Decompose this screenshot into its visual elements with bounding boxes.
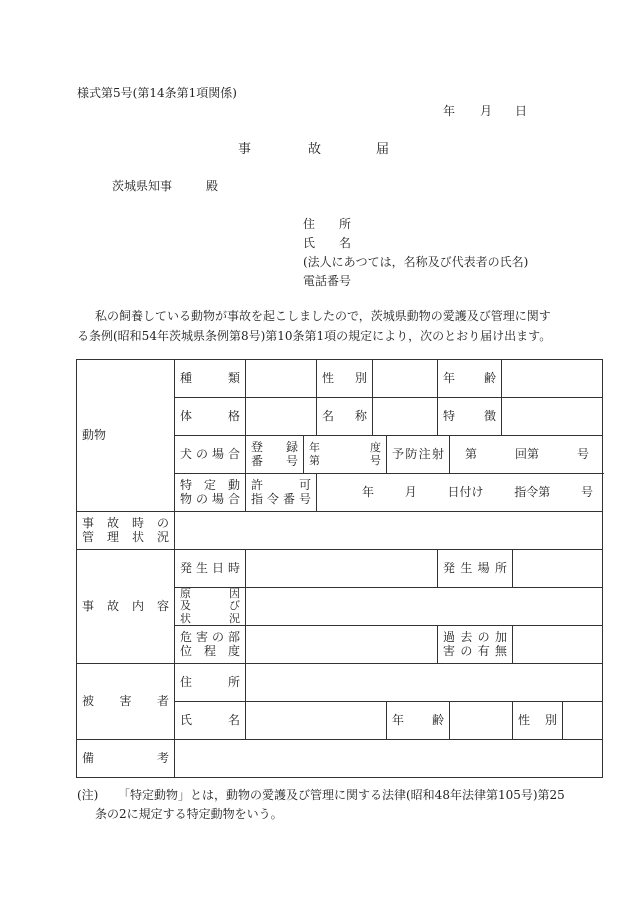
sex-value-cell[interactable] xyxy=(373,360,438,398)
past-harm-value-cell[interactable] xyxy=(513,626,603,664)
features-value-cell[interactable] xyxy=(502,398,603,436)
build-label: 体 格 xyxy=(180,408,240,423)
special-animal-label-cell xyxy=(175,474,246,512)
victim-name-label-cell xyxy=(175,702,246,740)
name-label-cell xyxy=(317,398,373,436)
note-line-2: 条の2に規定する特定動物をいう。 xyxy=(95,807,283,821)
permit-go: 号 xyxy=(580,484,593,499)
age-value-cell[interactable] xyxy=(502,360,603,398)
harm-label-2: 位 程 度 xyxy=(180,643,240,658)
title-char-1: 事 xyxy=(238,142,252,157)
incident-content-label-cell xyxy=(77,550,175,664)
animal-name-value-cell[interactable] xyxy=(373,398,438,436)
date-year-label: 年 xyxy=(443,104,456,118)
vaccination-label: 予 防 注 射 xyxy=(392,446,444,461)
build-label-cell xyxy=(175,398,246,436)
applicant-name-label: 氏 名 xyxy=(303,236,352,250)
animal-name-label: 名 称 xyxy=(322,408,367,423)
registration-go: 号 xyxy=(370,454,381,467)
kind-label-cell xyxy=(175,360,246,398)
management-label-1: 事 故 時 の xyxy=(82,516,169,531)
permit-number-label-cell xyxy=(246,474,317,512)
management-label-cell xyxy=(77,512,175,550)
occurrence-place-value-cell[interactable] xyxy=(513,550,603,588)
special-animal-label-1: 特 定 動 xyxy=(180,477,240,492)
sex-label: 性 別 xyxy=(322,370,367,385)
cause-label-3: 状 況 xyxy=(180,611,240,625)
form-number: 様式第5号(第14条第1項関係) xyxy=(77,86,237,100)
victim-sex-label: 性 別 xyxy=(518,712,557,727)
permit-label-1: 許 可 xyxy=(251,477,311,492)
title-char-2: 故 xyxy=(308,142,322,157)
vaccination-kaidai: 回第 xyxy=(514,446,539,461)
vaccination-dai: 第 xyxy=(465,446,478,461)
special-animal-label-2: 物 の 場 合 xyxy=(180,492,240,506)
registration-dai: 第 xyxy=(309,454,320,467)
occurrence-date-label-cell xyxy=(175,550,246,588)
body-text-line-2: る条例(昭和54年茨城県条例第8号)第10条第1項の規定により，次のとおり届け出ます。 xyxy=(77,329,552,343)
kind-value-cell[interactable] xyxy=(246,360,317,398)
registration-label-1: 登 録 xyxy=(251,439,298,454)
applicant-phone-label: 電話番号 xyxy=(303,274,352,288)
occurrence-date-value-cell[interactable] xyxy=(246,550,438,588)
occurrence-place-label-cell xyxy=(438,550,513,588)
vaccination-go: 号 xyxy=(576,446,589,461)
occurrence-place-label: 発 生 場 所 xyxy=(443,560,507,575)
permit-label-2: 指 令 番 号 xyxy=(251,492,311,506)
victim-address-label-cell xyxy=(175,664,246,702)
remarks-value-cell[interactable] xyxy=(175,740,603,778)
addressee-honorific: 殿 xyxy=(206,179,219,193)
registration-label-2: 番 号 xyxy=(251,454,298,468)
animal-header xyxy=(77,360,175,512)
permit-month: 月 xyxy=(404,484,417,499)
registration-value-cell[interactable] xyxy=(304,436,387,474)
permit-value-cell[interactable] xyxy=(317,474,603,512)
sex-label-cell xyxy=(317,360,373,398)
cause-label-cell xyxy=(175,588,246,626)
body-text-line-1: 私の飼養している動物が事故を起こしましたので，茨城県動物の愛護及び管理に関す xyxy=(95,309,551,323)
features-label-cell xyxy=(438,398,502,436)
vaccination-label-cell xyxy=(387,436,450,474)
applicant-corporation-note: (法人にあつては，名称及び代表者の氏名) xyxy=(303,255,529,269)
victim-sex-label-cell xyxy=(513,702,563,740)
table-row xyxy=(77,360,603,398)
registration-number-label-cell xyxy=(246,436,304,474)
features-label: 特 徴 xyxy=(443,408,496,423)
past-harm-label-cell xyxy=(438,626,513,664)
date-month-label: 月 xyxy=(480,104,493,118)
table-row xyxy=(77,512,603,550)
incident-report-table xyxy=(76,359,603,778)
victim-label-cell xyxy=(77,664,175,740)
victim-label: 被 害 者 xyxy=(82,693,169,708)
age-label: 年 齢 xyxy=(443,370,496,385)
permit-day: 日付け xyxy=(447,484,484,499)
registration-nendo: 年 度 xyxy=(309,440,381,454)
title-char-3: 届 xyxy=(376,142,390,157)
victim-age-label-cell xyxy=(387,702,450,740)
past-harm-label-2: 害 の 有 無 xyxy=(443,643,507,658)
table-row xyxy=(77,550,603,588)
cause-label-1: 原 因 xyxy=(180,587,240,601)
dog-case-label-cell xyxy=(175,436,246,474)
victim-name-label: 氏 名 xyxy=(180,712,240,727)
harm-label-1: 危 害 の 部 xyxy=(180,630,240,645)
kind-label: 種 類 xyxy=(180,370,240,385)
victim-address-value-cell[interactable] xyxy=(246,664,603,702)
victim-sex-value-cell[interactable] xyxy=(563,702,603,740)
animal-label: 動物 xyxy=(82,427,107,442)
applicant-address-label: 住 所 xyxy=(303,217,352,231)
note-mark: (注) xyxy=(77,788,99,802)
note-line-1: 「特定動物」とは，動物の愛護及び管理に関する法律(昭和48年法律第105号)第25 xyxy=(118,788,565,802)
cause-value-cell[interactable] xyxy=(246,588,603,626)
cause-label-2: 及 び xyxy=(180,599,240,613)
remarks-label: 備 考 xyxy=(82,750,169,765)
table-row xyxy=(77,740,603,778)
victim-age-value-cell[interactable] xyxy=(450,702,513,740)
harm-value-cell[interactable] xyxy=(246,626,438,664)
victim-address-label: 住 所 xyxy=(180,674,240,689)
permit-year: 年 xyxy=(362,484,375,499)
vaccination-value-cell[interactable] xyxy=(450,436,603,474)
remarks-label-cell xyxy=(77,740,175,778)
occurrence-date-label: 発 生 日 時 xyxy=(180,560,240,575)
victim-name-value-cell[interactable] xyxy=(246,702,387,740)
management-value-cell[interactable] xyxy=(175,512,603,550)
date-day-label: 日 xyxy=(515,104,528,118)
age-label-cell xyxy=(438,360,502,398)
permit-order: 指令第 xyxy=(514,484,551,499)
incident-content-label: 事 故 内 容 xyxy=(82,598,169,613)
management-label-2: 管 理 状 況 xyxy=(82,529,169,544)
table-row xyxy=(77,664,603,702)
dog-case-label: 犬 の 場 合 xyxy=(180,446,240,461)
addressee-governor: 茨城県知事 xyxy=(112,179,173,193)
victim-age-label: 年 齢 xyxy=(392,712,444,727)
past-harm-label-1: 過 去 の 加 xyxy=(443,630,507,645)
harm-label-cell xyxy=(175,626,246,664)
build-value-cell[interactable] xyxy=(246,398,317,436)
